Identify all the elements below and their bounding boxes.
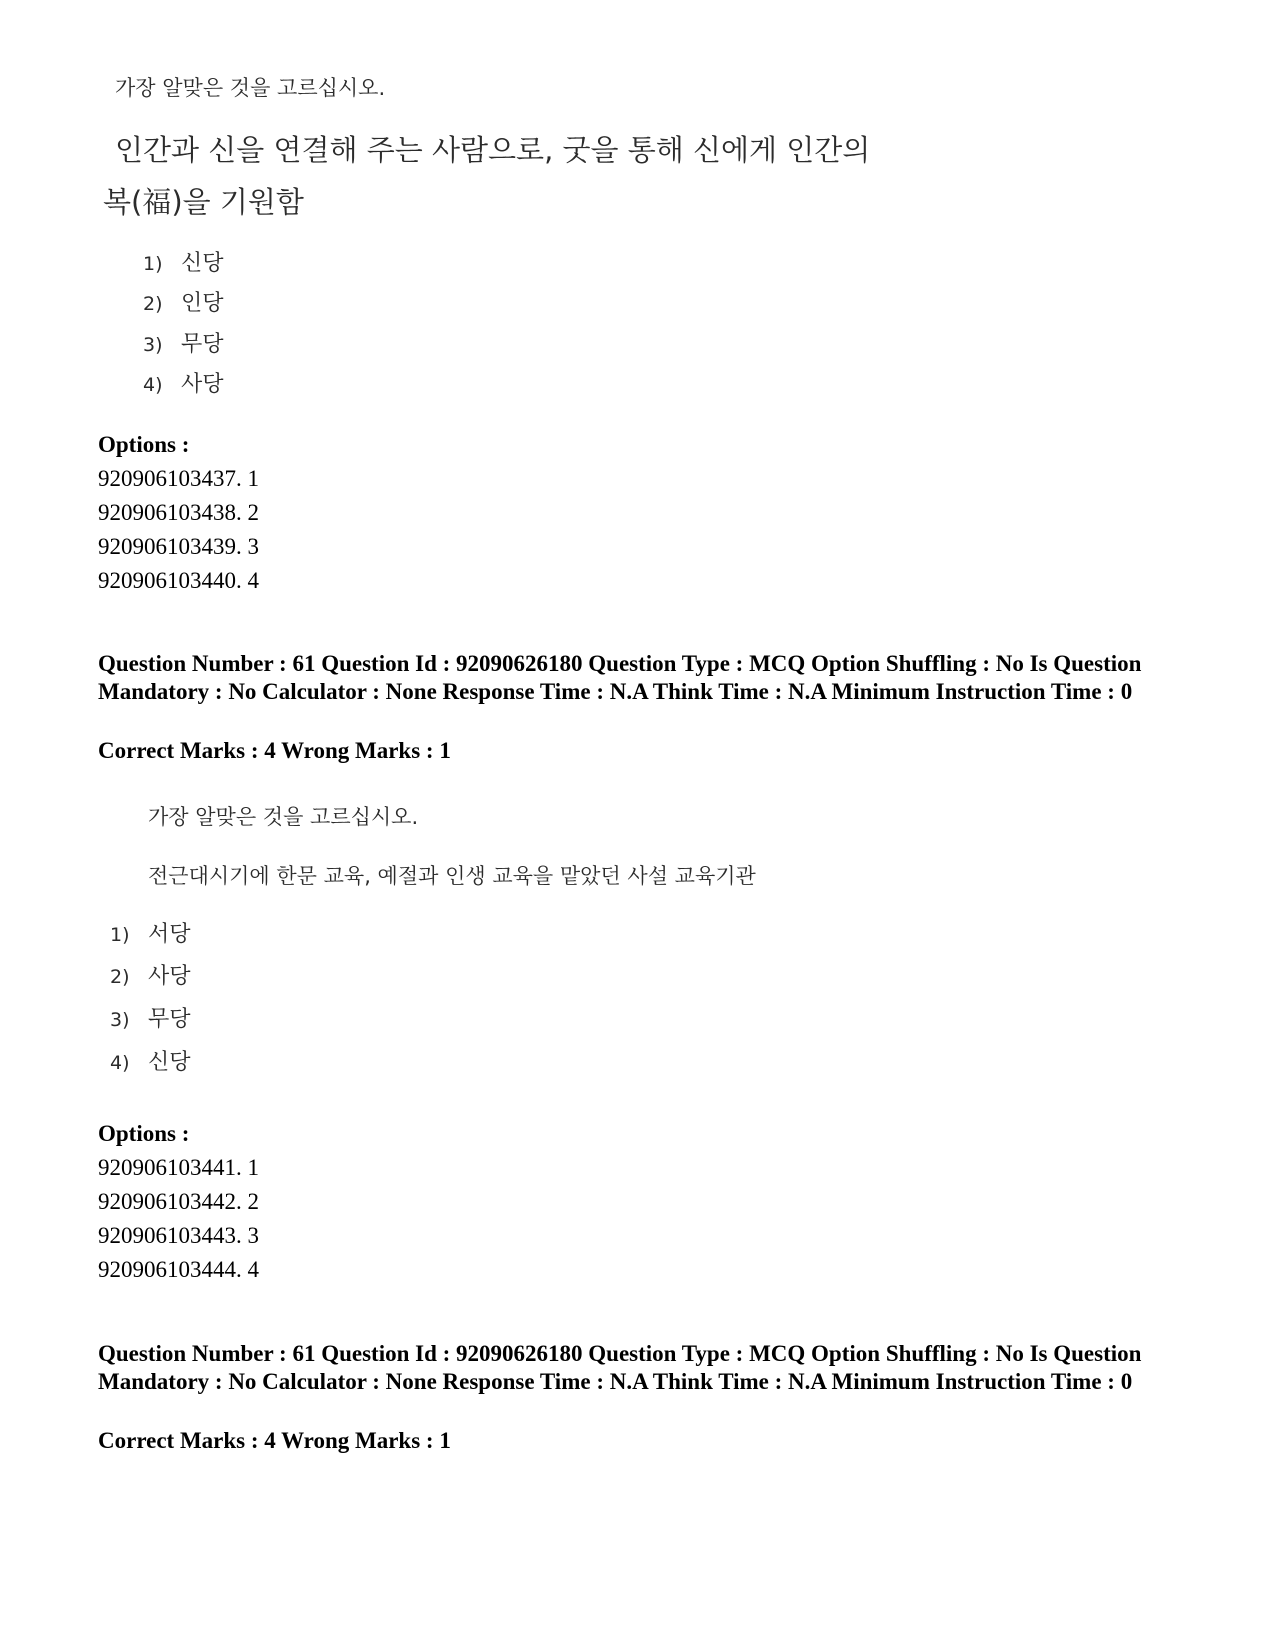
choice-number: 2) [143, 293, 163, 315]
choice-text: 무당 [148, 1007, 191, 1032]
question-prompt-line1: 인간과 신을 연결해 주는 사람으로, 굿을 통해 신에게 인간의 [115, 133, 871, 167]
option-id: 920906103443. 3 [98, 1223, 259, 1248]
choice-text: 사당 [148, 964, 191, 989]
choice-number: 1) [143, 253, 163, 275]
choice-number: 3) [110, 1009, 130, 1031]
choice-text: 신당 [181, 251, 224, 276]
option-id: 920906103444. 4 [98, 1257, 259, 1282]
instruction-text: 가장 알맞은 것을 고르십시오. [115, 76, 386, 100]
choice-number: 4) [143, 374, 163, 396]
choice-text: 서당 [148, 922, 191, 947]
options-label: Options : [98, 1121, 190, 1146]
instruction-text: 가장 알맞은 것을 고르십시오. [148, 805, 419, 829]
question-prompt-line2: 복(福)을 기원함 [103, 185, 304, 219]
option-id: 920906103442. 2 [98, 1189, 259, 1214]
choice-text: 무당 [181, 332, 224, 357]
choice-item [110, 1045, 191, 1076]
choice-text: 신당 [148, 1050, 191, 1075]
options-label: Options : [98, 432, 190, 457]
choice-item [110, 959, 191, 990]
choice-number: 2) [110, 966, 130, 988]
choice-number: 3) [143, 334, 163, 356]
choice-text: 인당 [181, 291, 224, 316]
option-id: 920906103439. 3 [98, 534, 259, 559]
question-prompt: 전근대시기에 한문 교육, 예절과 인생 교육을 맡았던 사설 교육기관 [148, 864, 756, 888]
question-meta: Question Number : 61 Question Id : 92090626180 Question Type : MCQ Option Shuffling : No Is Question Mandatory : No Calculator : None Response Time : N.A Think Time : N.A Minimum Instruction Time : 0 [98, 651, 1142, 704]
choice-text: 사당 [181, 372, 224, 397]
question-marks: Correct Marks : 4 Wrong Marks : 1 [98, 738, 451, 763]
choice-item [143, 286, 224, 317]
choice-item [143, 246, 224, 277]
question-marks: Correct Marks : 4 Wrong Marks : 1 [98, 1428, 451, 1453]
choice-item [110, 917, 191, 948]
option-id: 920906103438. 2 [98, 500, 259, 525]
option-id: 920906103437. 1 [98, 466, 259, 491]
choice-number: 4) [110, 1052, 130, 1074]
choice-item [143, 327, 224, 358]
choice-item [110, 1002, 191, 1033]
option-id: 920906103441. 1 [98, 1155, 259, 1180]
choice-item [143, 367, 224, 398]
choice-number: 1) [110, 924, 130, 946]
question-meta: Question Number : 61 Question Id : 92090626180 Question Type : MCQ Option Shuffling : No Is Question Mandatory : No Calculator : None Response Time : N.A Think Time : N.A Minimum Instruction Time : 0 [98, 1341, 1142, 1394]
option-id: 920906103440. 4 [98, 568, 259, 593]
